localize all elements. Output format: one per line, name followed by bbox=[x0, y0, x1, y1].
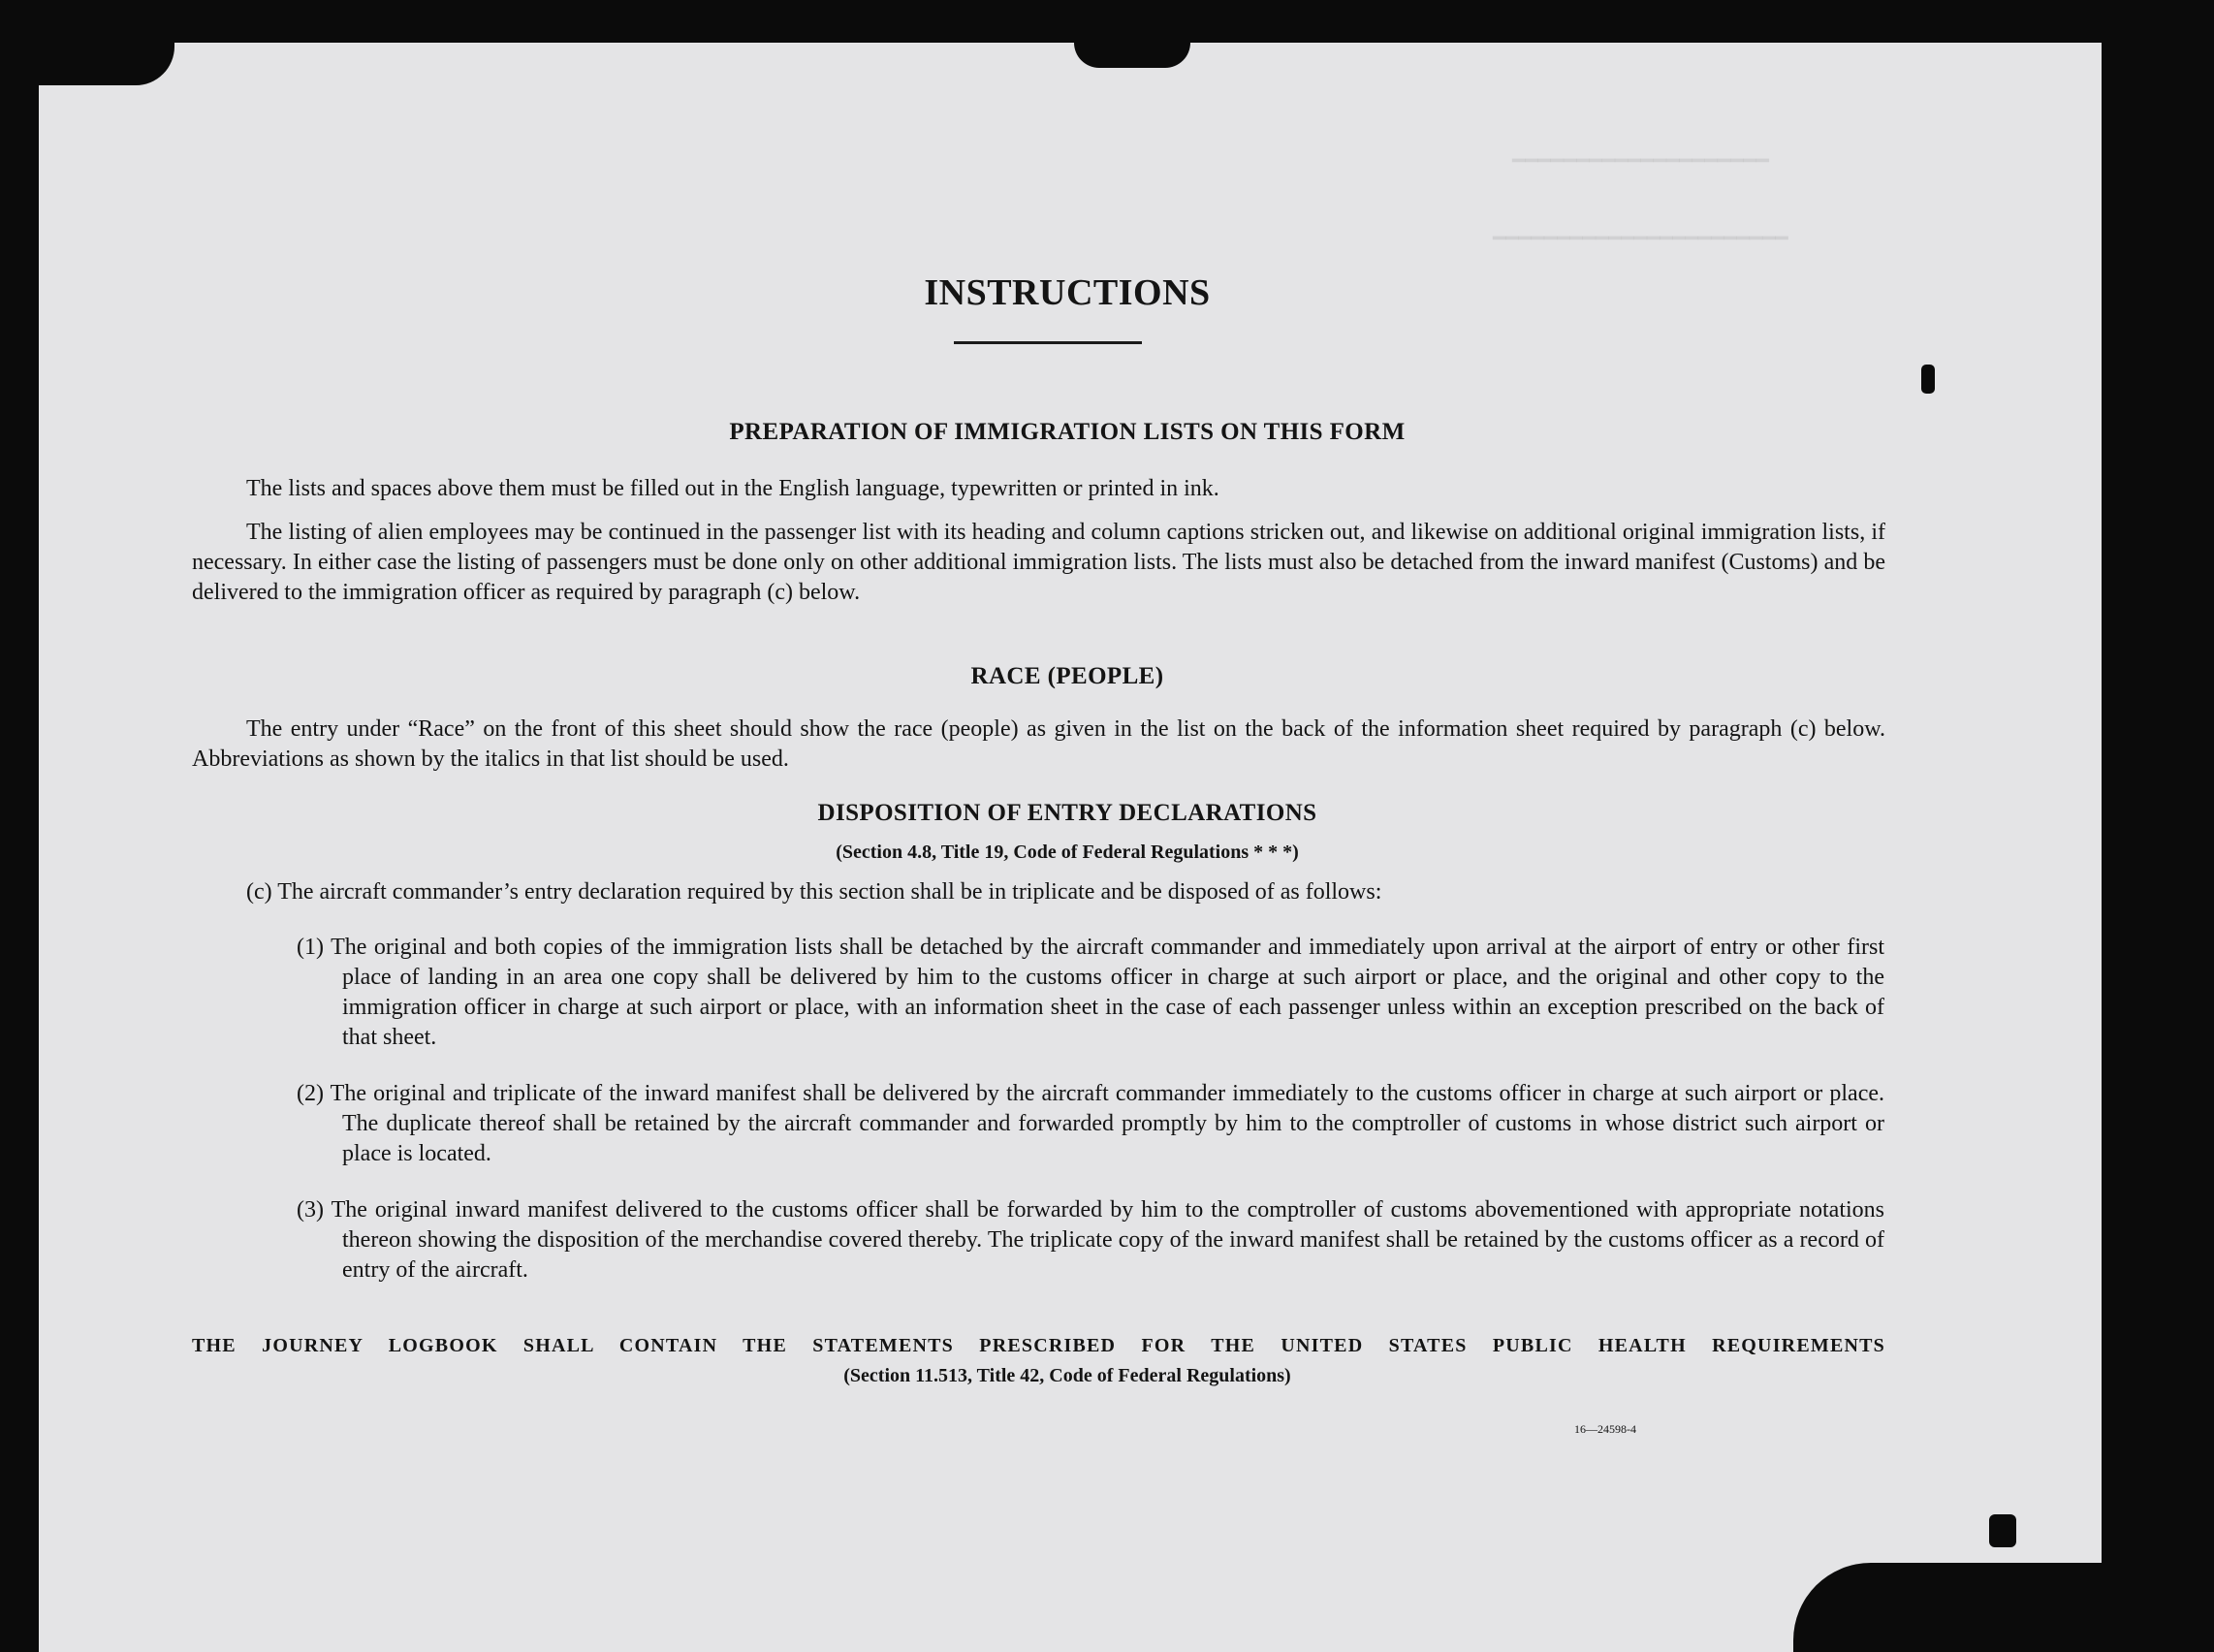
disposition-item-1: (1) The original and both copies of the immigration lists shall be detached by the aircraft commander and immediately upon arrival at the airport of entry or other first place of landing in an area one copy shall be delivered by him to the customs officer in charge at such airport or place, and the original and other copy to the immigration officer in charge at such airport or place, with an information sheet in the case of each passenger unless within an exception prescribed on the back of that sheet. bbox=[297, 935, 1884, 1050]
title-divider bbox=[954, 341, 1142, 344]
torn-edge-top-center bbox=[1074, 43, 1190, 68]
ink-blot bbox=[1989, 1514, 2016, 1547]
disposition-citation: (Section 4.8, Title 19, Code of Federal Regulations * * *) bbox=[836, 842, 1299, 863]
bleed-through-texture: ━━━━━━━━━━━━━━━━━━━━ bbox=[1512, 150, 1769, 175]
disposition-heading: DISPOSITION OF ENTRY DECLARATIONS bbox=[817, 800, 1317, 826]
disposition-intro: (c) The aircraft commander’s entry declaration required by this section shall be in triplicate and be disposed of as follows: bbox=[246, 879, 1382, 905]
journey-logbook-statement: THE JOURNEY LOGBOOK SHALL CONTAIN THE STATEMENTS PRESCRIBED FOR THE UNITED STATES PUBLIC HEALTH REQUIREMENTS bbox=[192, 1335, 1885, 1356]
instructions-page bbox=[192, 43, 1943, 1652]
page-title: INSTRUCTIONS bbox=[924, 272, 1211, 313]
ink-blot bbox=[1921, 365, 1935, 394]
preparation-paragraph-1: The lists and spaces above them must be filled out in the English language, typewritten or printed in ink. bbox=[246, 476, 1219, 501]
form-number: 16—24598-4 bbox=[1574, 1422, 1636, 1436]
document-sheet bbox=[39, 43, 2102, 1652]
preparation-heading: PREPARATION OF IMMIGRATION LISTS ON THIS FORM bbox=[729, 419, 1406, 445]
preparation-paragraph-2: The listing of alien employees may be continued in the passenger list with its heading and column captions stricken out, and likewise on additional original immigration lists, if necessary. In either case the listing of passengers must be done only on other additional immigration lists. The lists must also be detached from the inward manifest (Customs) and be delivered to the immigration officer as required by paragraph (c) below. bbox=[192, 520, 1885, 605]
torn-edge-top-left bbox=[39, 43, 174, 85]
race-heading: RACE (PEOPLE) bbox=[970, 663, 1164, 689]
disposition-item-2: (2) The original and triplicate of the inward manifest shall be delivered by the aircraft commander immediately to the customs officer in charge at such airport or place. The duplicate thereof shall be retained by the aircraft commander and forwarded promptly by him to the comptroller of customs in whose district such airport or place is located. bbox=[297, 1081, 1884, 1166]
bleed-through-texture: ━━━━━━━━━━━━━━━━━━━━━━━ bbox=[1493, 228, 1788, 252]
race-paragraph: The entry under “Race” on the front of this sheet should show the race (people) as given in the list on the back of the information sheet required by paragraph (c) below. Abbreviations as shown by the italics in that list should be used. bbox=[192, 716, 1885, 772]
torn-edge-bottom-right bbox=[1793, 1563, 2102, 1652]
journey-citation: (Section 11.513, Title 42, Code of Federal Regulations) bbox=[843, 1365, 1291, 1386]
disposition-item-3: (3) The original inward manifest delivered to the customs officer shall be forwarded by him to the comptroller of customs abovementioned with appropriate notations thereon showing the disposition of the merchandise covered thereby. The triplicate copy of the inward manifest shall be retained by the customs officer as a record of entry of the aircraft. bbox=[297, 1197, 1884, 1283]
